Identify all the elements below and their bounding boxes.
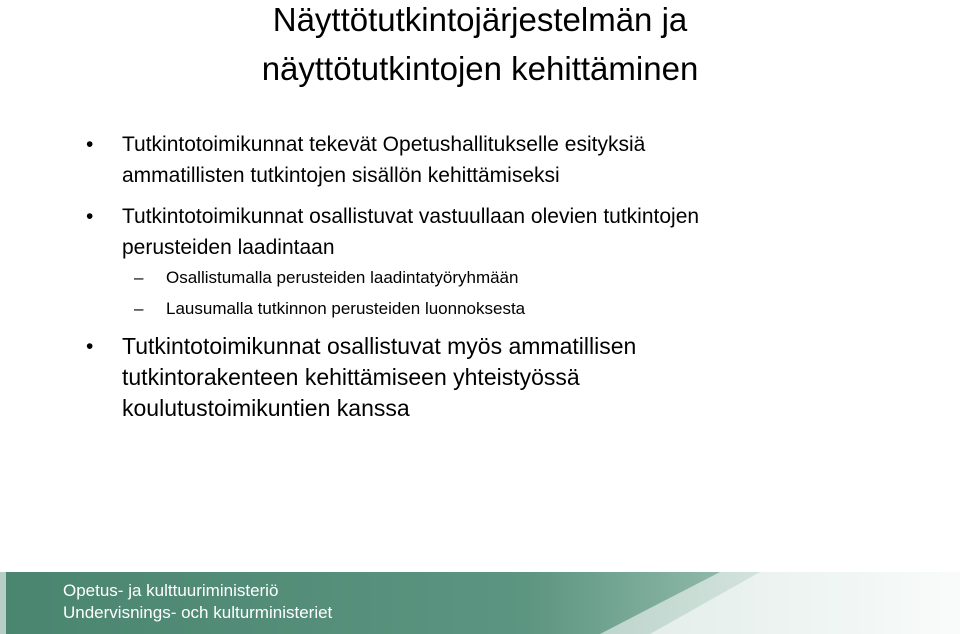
bullet-item-3-line-2: tutkintorakenteen kehittämiseen yhteistyössä: [122, 364, 580, 390]
sub-bullet-item-2: [134, 295, 926, 323]
footer-left-edge: [0, 572, 6, 634]
ministry-name-swedish: Undervisnings- och kulturministeriet: [63, 603, 333, 622]
bullet-item-3: [86, 331, 922, 424]
sub-bullet-item-1: [134, 264, 926, 292]
bullet-item-2-line-2: perusteiden laadintaan: [122, 236, 335, 259]
bullet-dot: •: [86, 335, 94, 358]
bullet-item-2: [86, 200, 922, 264]
bullet-item-1-line-2: ammatillisten tutkintojen sisällön kehittämiseksi: [122, 164, 560, 187]
bullet-dot: •: [86, 205, 94, 228]
ministry-footer-banner: [0, 572, 960, 634]
slide-title-line-2: näyttötutkintojen kehittäminen: [261, 50, 699, 87]
sub-bullet-item-1-text: Osallistumalla perusteiden laadintatyöryhmään: [166, 268, 519, 287]
sub-bullet-dash: –: [134, 268, 144, 287]
bullet-item-1-line-1: Tutkintotoimikunnat tekevät Opetushallitukselle esityksiä: [122, 133, 646, 156]
ministry-name: [63, 580, 332, 624]
bullet-item-3-line-1: Tutkintotoimikunnat osallistuvat myös ammatillisen: [122, 333, 637, 359]
bullet-dot: •: [86, 133, 94, 156]
bullet-item-1: [86, 128, 922, 192]
ministry-name-finnish: Opetus- ja kulttuuriministeriö: [63, 581, 279, 600]
bullet-item-2-line-1: Tutkintotoimikunnat osallistuvat vastuullaan olevien tutkintojen: [122, 205, 700, 228]
sub-bullet-item-2-text: Lausumalla tutkinnon perusteiden luonnoksesta: [166, 299, 526, 318]
sub-bullet-dash: –: [134, 299, 144, 318]
slide-title-line-1: Näyttötutkintojärjestelmän ja: [272, 1, 688, 38]
bullet-item-3-line-3: koulutustoimikuntien kanssa: [122, 395, 410, 421]
